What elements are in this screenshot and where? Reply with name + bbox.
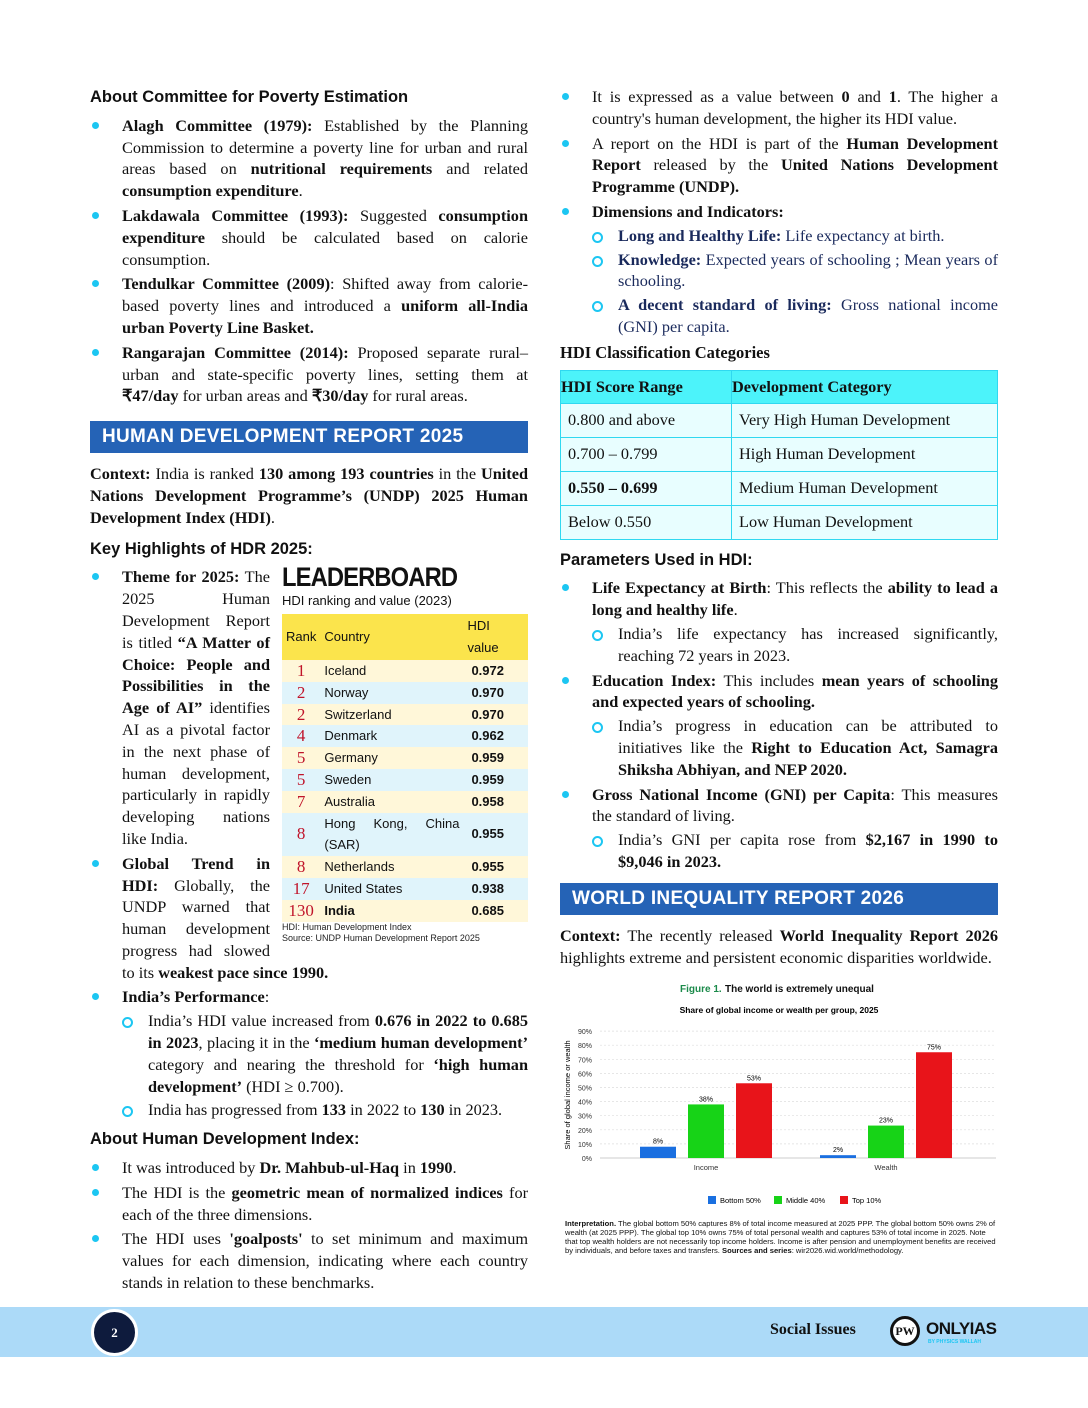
legend-label: Middle 40%	[786, 1196, 826, 1206]
development-category: High Human Development	[732, 437, 998, 471]
text: Expected years of schooling ; Mean years of schooling.	[618, 249, 998, 291]
text: The global bottom 50% captures 8% of total income measured at 2025 PPP. The global bottom 50% owns 2% of wealth (at 2025 PPP). The global top 10% owns 75% of total personal wealth and captures 53% of total income in 2025. Note that top wealth holders are not necessarily top income holders. Income is after pension and unemployment benefits are received by individuals, and before taxes and transfers.	[565, 1219, 996, 1256]
bold-text: Global Trend in HDI:	[122, 853, 270, 895]
bar-data-label: 53%	[746, 1075, 762, 1083]
legend-swatch	[708, 1196, 716, 1204]
text: . The higher a country's human development, the higher its HDI value.	[592, 87, 999, 128]
col-score-range: HDI Score Range	[561, 370, 732, 403]
heading-about-hdi: About Human Development Index:	[90, 1130, 360, 1149]
parameters-list	[560, 577, 998, 872]
onlyias-logo: ONLYIAS	[926, 1319, 997, 1338]
bar-middle-40--wealth	[868, 1126, 904, 1158]
bold-text: ₹47/day	[122, 386, 179, 406]
list-item-text	[592, 134, 998, 197]
bar-top-10--income	[736, 1084, 772, 1159]
bold-text: uniform all-India urban Poverty Line Basket.	[122, 296, 528, 337]
list-item	[90, 273, 528, 338]
text: India’s HDI value increased from	[148, 1011, 375, 1031]
bold-text: 0.676 in 2022 to 0.685 in 2023	[148, 1011, 528, 1053]
y-tick-label: 30%	[577, 1114, 592, 1122]
list-item-text	[592, 785, 998, 826]
bold-text: Sources and series	[722, 1246, 792, 1256]
text: and	[849, 87, 889, 106]
leaderboard-subtitle: HDI ranking and value (2023)	[282, 593, 452, 609]
list-item-text	[122, 854, 328, 982]
bold-text: ₹30/day	[311, 386, 369, 406]
legend-label: Bottom 50%	[720, 1196, 761, 1206]
text: It was introduced by	[122, 1158, 260, 1178]
bold-text: ability to lead a long and healthy life	[592, 578, 998, 620]
figure-label: Figure 1.	[680, 984, 722, 996]
text: .	[733, 600, 738, 620]
col-hdi-value: HDI value	[464, 614, 528, 660]
rank: 130	[282, 900, 320, 922]
bold-text: Context:	[90, 464, 151, 484]
bold-text: Theme for 2025:	[122, 567, 240, 587]
country: Norway	[320, 682, 463, 704]
rank: 1	[282, 660, 320, 682]
development-category: Low Human Development	[732, 505, 998, 539]
text: India is ranked	[150, 464, 259, 484]
country: Hong Kong, China (SAR)	[320, 813, 463, 857]
text: The HDI is the	[122, 1182, 232, 1202]
country: Germany	[320, 747, 463, 769]
bold-text: $2,167 in 1990 to $9,046 in 2023.	[618, 830, 998, 871]
col-category: Development Category	[732, 370, 998, 403]
score-range: 0.550 – 0.699	[561, 471, 732, 505]
list-item-text	[122, 567, 270, 848]
sub-list-item	[122, 1010, 528, 1097]
bar-middle-40--income	[688, 1105, 724, 1159]
bold-text: Tendulkar Committee (2009)	[122, 274, 331, 294]
bold-text: United Nations Development Programme (UNDP).	[592, 155, 999, 197]
bold-text: Interpretation.	[565, 1219, 617, 1229]
about-hdi-list	[90, 1157, 528, 1294]
list-item-text	[592, 671, 998, 712]
text: for urban areas and	[178, 386, 312, 406]
list-item	[90, 1157, 528, 1179]
list-item	[90, 342, 528, 407]
x-tick-label: Wealth	[874, 1163, 898, 1173]
hdi-classification-table	[560, 370, 998, 540]
classification-row	[561, 471, 998, 505]
section-banner-wir: WORLD INEQUALITY REPORT 2026	[560, 883, 998, 915]
list-item-text	[122, 1183, 528, 1224]
text: , placing it in the	[198, 1033, 314, 1053]
bar-data-label: 75%	[926, 1044, 942, 1052]
list-item	[90, 205, 528, 270]
text: Globally, the UNDP warned that human development progress had slowed to its	[122, 875, 270, 982]
y-tick-label: 50%	[577, 1085, 592, 1093]
text: The 2025 Human Development Report is titled	[122, 567, 270, 652]
bold-text: A decent standard of living:	[618, 295, 832, 315]
list-item	[560, 201, 998, 338]
bold-text: Right to Education Act, Samagra Shiksha Abhiyan, and NEP 2020.	[618, 737, 998, 779]
list-item	[560, 670, 998, 781]
hdi-value: 0.685	[464, 900, 528, 922]
rank: 5	[282, 769, 320, 791]
heading-parameters: Parameters Used in HDI:	[560, 550, 753, 569]
list-item	[90, 115, 528, 202]
footer-section-title: Social Issues	[770, 1321, 856, 1338]
rank: 8	[282, 856, 320, 878]
list-item-text	[122, 274, 528, 337]
hdi-value: 0.959	[464, 769, 528, 791]
country: India	[320, 900, 463, 922]
bold-text: consumption expenditure	[122, 205, 528, 247]
y-tick-label: 10%	[577, 1142, 592, 1150]
list-item	[90, 1182, 528, 1226]
bar-bottom-50--income	[640, 1147, 676, 1158]
text: identifies AI as a pivotal factor in the next phase of human development, particularly in rapidly developing nations like India.	[122, 698, 270, 848]
pw-logo-icon: PW	[890, 1316, 920, 1346]
y-tick-label: 90%	[577, 1029, 592, 1037]
rank: 2	[282, 704, 320, 726]
bold-text: 130 among 193 countries	[258, 464, 434, 484]
score-range: Below 0.550	[561, 505, 732, 539]
bold-text: Context:	[560, 925, 621, 945]
list-item-text	[122, 343, 528, 406]
inequality-bar-chart	[560, 980, 998, 1212]
list-item	[560, 133, 998, 198]
chart-interpretation	[560, 1219, 998, 1255]
country: Switzerland	[320, 704, 463, 726]
list-item	[560, 784, 998, 873]
text: India’s life expectancy has increased significantly, reaching 72 years in 2023.	[618, 623, 998, 665]
text: in the	[433, 464, 481, 484]
list-item	[560, 577, 998, 666]
inequality-chart	[560, 980, 998, 1255]
leaderboard-note: HDI: Human Development Index	[282, 921, 412, 932]
text: in 2022 to	[346, 1100, 421, 1120]
onlyias-logo-sub: BY PHYSICS WALLAH	[928, 1339, 981, 1345]
classification-row	[561, 403, 998, 437]
sub-list-item	[592, 829, 998, 873]
list-item-text	[122, 206, 528, 269]
text: (HDI ≥ 0.700).	[242, 1076, 344, 1096]
y-axis-label: Share of global income or wealth	[563, 1040, 572, 1150]
text: should be calculated based on calorie consumption.	[122, 227, 528, 269]
bold-text: ‘high human development’	[148, 1054, 529, 1096]
text: : Shifted away from calorie-based poverty lines and introduced a	[122, 274, 528, 316]
rank: 5	[282, 747, 320, 769]
list-item-text	[592, 87, 998, 128]
text: Suggested	[348, 205, 439, 225]
text: .	[298, 181, 303, 201]
bold-text: Lakdawala Committee (1993):	[122, 205, 349, 225]
bold-text: Knowledge:	[618, 249, 702, 269]
sub-list-item	[592, 623, 998, 667]
sub-list	[592, 623, 998, 667]
bar-data-label: 8%	[652, 1139, 664, 1147]
text: :	[264, 987, 270, 1007]
list-item	[90, 566, 528, 849]
leaderboard-source: Source: UNDP Human Development Report 2025	[282, 932, 480, 943]
y-tick-label: 20%	[577, 1128, 592, 1136]
text: for rural areas.	[368, 386, 468, 406]
bold-text: 133	[321, 1100, 347, 1120]
bold-text: “A Matter of Choice: People and Possibilities in the Age of AI”	[122, 632, 270, 718]
hdi-intro-list	[560, 86, 998, 338]
bold-text: 130	[420, 1100, 445, 1120]
bar-bottom-50--wealth	[820, 1155, 856, 1158]
chart-subtitle: Share of global income or wealth per group, 2025	[679, 1005, 879, 1016]
classification-row	[561, 505, 998, 539]
bold-text: Human Development Report	[592, 133, 998, 175]
text: .	[270, 507, 275, 527]
wir-context-paragraph	[560, 925, 998, 969]
bold-text: 'goalposts'	[229, 1229, 303, 1249]
footer-bar	[0, 1307, 1088, 1357]
text: Established by the Planning Commission to determine a poverty line for urban and rural areas based on	[122, 115, 528, 179]
text: India has progressed from	[148, 1100, 322, 1120]
legend-swatch	[774, 1196, 782, 1204]
y-tick-label: 60%	[577, 1071, 592, 1079]
bold-text: consumption expenditure	[122, 181, 299, 201]
chart-title: The world is extremely unequal	[725, 984, 874, 996]
rank: 17	[282, 878, 320, 900]
list-item	[90, 853, 528, 984]
hdi-value: 0.958	[464, 791, 528, 813]
rank: 7	[282, 791, 320, 813]
hdi-value: 0.938	[464, 878, 528, 900]
bold-text: weakest pace since 1990.	[158, 962, 329, 982]
bar-top-10--wealth	[916, 1053, 952, 1159]
text: The recently released	[620, 925, 780, 945]
text: The HDI uses	[122, 1229, 230, 1249]
text: This includes	[716, 670, 822, 690]
text: for each of the three dimensions.	[122, 1182, 529, 1224]
list-item-text	[122, 1158, 457, 1177]
section-banner-hdr: HUMAN DEVELOPMENT REPORT 2025	[90, 421, 528, 453]
y-tick-label: 70%	[577, 1057, 592, 1065]
leaderboard-title: LEADERBOARD	[282, 562, 458, 593]
bold-text: World Inequality Report 2026	[779, 925, 999, 945]
y-tick-label: 80%	[577, 1043, 592, 1051]
hdi-value: 0.972	[464, 660, 528, 682]
list-item	[90, 986, 528, 1121]
heading-hdi-classification: HDI Classification Categories	[560, 342, 770, 362]
sub-list-item	[592, 225, 998, 247]
col-rank: Rank	[282, 614, 320, 660]
y-tick-label: 0%	[581, 1156, 592, 1164]
bold-text: geometric mean of normalized indices	[231, 1182, 503, 1202]
bold-text: nutritional requirements	[250, 159, 433, 179]
text: : This measures the standard of living.	[592, 784, 998, 826]
list-item-text	[122, 116, 528, 200]
list-item-text	[122, 1229, 528, 1292]
text: : This reflects the	[766, 578, 888, 598]
bold-text: India’s Performance	[122, 987, 265, 1007]
hdi-value: 0.959	[464, 747, 528, 769]
sub-list	[592, 829, 998, 873]
hdi-value: 0.955	[464, 813, 528, 857]
sub-list	[592, 715, 998, 780]
sub-list-item	[122, 1099, 528, 1121]
development-category: Medium Human Development	[732, 471, 998, 505]
text: Life expectancy at birth.	[781, 225, 945, 245]
country: Iceland	[320, 660, 463, 682]
text: and related	[432, 159, 528, 179]
score-range: 0.700 – 0.799	[561, 437, 732, 471]
y-tick-label: 40%	[577, 1099, 592, 1107]
legend-swatch	[840, 1196, 848, 1204]
bold-text: mean years of schooling and expected years of schooling.	[592, 670, 998, 712]
development-category: Very High Human Development	[732, 403, 998, 437]
classification-row	[561, 437, 998, 471]
bold-text: 0	[841, 87, 850, 106]
bold-text: ‘medium human development’	[313, 1033, 528, 1053]
country: United States	[320, 878, 463, 900]
bar-data-label: 23%	[878, 1117, 894, 1125]
heading-key-highlights: Key Highlights of HDR 2025:	[90, 539, 313, 558]
rank: 8	[282, 813, 320, 857]
col-country: Country	[320, 614, 463, 660]
text: : wir2026.wid.world/methodology.	[791, 1246, 904, 1256]
text: released by the	[640, 155, 781, 175]
text: .	[452, 1158, 457, 1178]
page-number: 2	[91, 1309, 138, 1356]
list-item	[560, 86, 998, 130]
country: Sweden	[320, 769, 463, 791]
bold-text: Gross National Income (GNI) per Capita	[592, 784, 891, 804]
bold-text: 1990	[419, 1158, 453, 1178]
highlights-list	[90, 566, 528, 1121]
bar-data-label: 38%	[698, 1096, 714, 1104]
text: in 2023.	[444, 1100, 503, 1120]
poverty-committee-list	[90, 115, 528, 407]
rank: 4	[282, 725, 320, 747]
text: A report on the HDI is part of the	[592, 133, 847, 153]
sub-list	[592, 225, 998, 338]
bold-text: Education Index:	[592, 670, 717, 690]
bar-data-label: 2%	[832, 1147, 844, 1155]
hdi-value: 0.955	[464, 856, 528, 878]
sub-list-item	[592, 715, 998, 780]
bold-text: Dimensions and Indicators:	[592, 201, 784, 221]
text: Proposed separate rural–urban and state-specific poverty lines, setting them at	[122, 342, 529, 384]
list-item	[90, 1228, 528, 1293]
x-tick-label: Income	[693, 1163, 719, 1173]
bold-text: 1	[888, 87, 897, 106]
sub-list-item	[592, 249, 998, 293]
bold-text: United Nations Development Programme’s (UNDP) 2025 Human Development Index (HDI)	[90, 464, 529, 527]
country: Australia	[320, 791, 463, 813]
heading-poverty-committees: About Committee for Poverty Estimation	[90, 88, 409, 106]
rank: 2	[282, 682, 320, 704]
text: Gross national income (GNI) per capita.	[618, 295, 998, 336]
context-paragraph	[90, 463, 528, 528]
bold-text: Dr. Mahbub-ul-Haq	[259, 1158, 400, 1178]
right-column	[560, 86, 998, 1255]
score-range: 0.800 and above	[561, 403, 732, 437]
sub-list	[122, 1010, 528, 1121]
list-item-text	[592, 202, 784, 221]
bold-text: Long and Healthy Life:	[618, 225, 782, 245]
text: category and nearing the threshold for	[148, 1054, 434, 1074]
hdi-value: 0.962	[464, 725, 528, 747]
hdi-value: 0.970	[464, 704, 528, 726]
text: India’s progress in education can be attributed to initiatives like the	[618, 716, 998, 757]
left-column	[90, 87, 528, 1297]
list-item-text	[592, 578, 998, 619]
bold-text: Life Expectancy at Birth	[592, 578, 767, 598]
bold-text: Alagh Committee (1979):	[122, 115, 313, 135]
sub-list-item	[592, 294, 998, 338]
text: highlights extreme and persistent economic disparities worldwide.	[560, 947, 992, 967]
text: It is expressed as a value between	[592, 87, 842, 106]
text: to set minimum and maximum values for each dimension, indicating where each country stands in relation to these benchmarks.	[122, 1229, 528, 1293]
legend-label: Top 10%	[852, 1196, 882, 1206]
list-item-text	[122, 987, 269, 1006]
country: Netherlands	[320, 856, 463, 878]
country: Denmark	[320, 725, 463, 747]
hdi-value: 0.970	[464, 682, 528, 704]
text: in	[399, 1158, 420, 1178]
bold-text: Rangarajan Committee (2014):	[122, 342, 349, 362]
text: India’s GNI per capita rose from	[618, 830, 866, 850]
